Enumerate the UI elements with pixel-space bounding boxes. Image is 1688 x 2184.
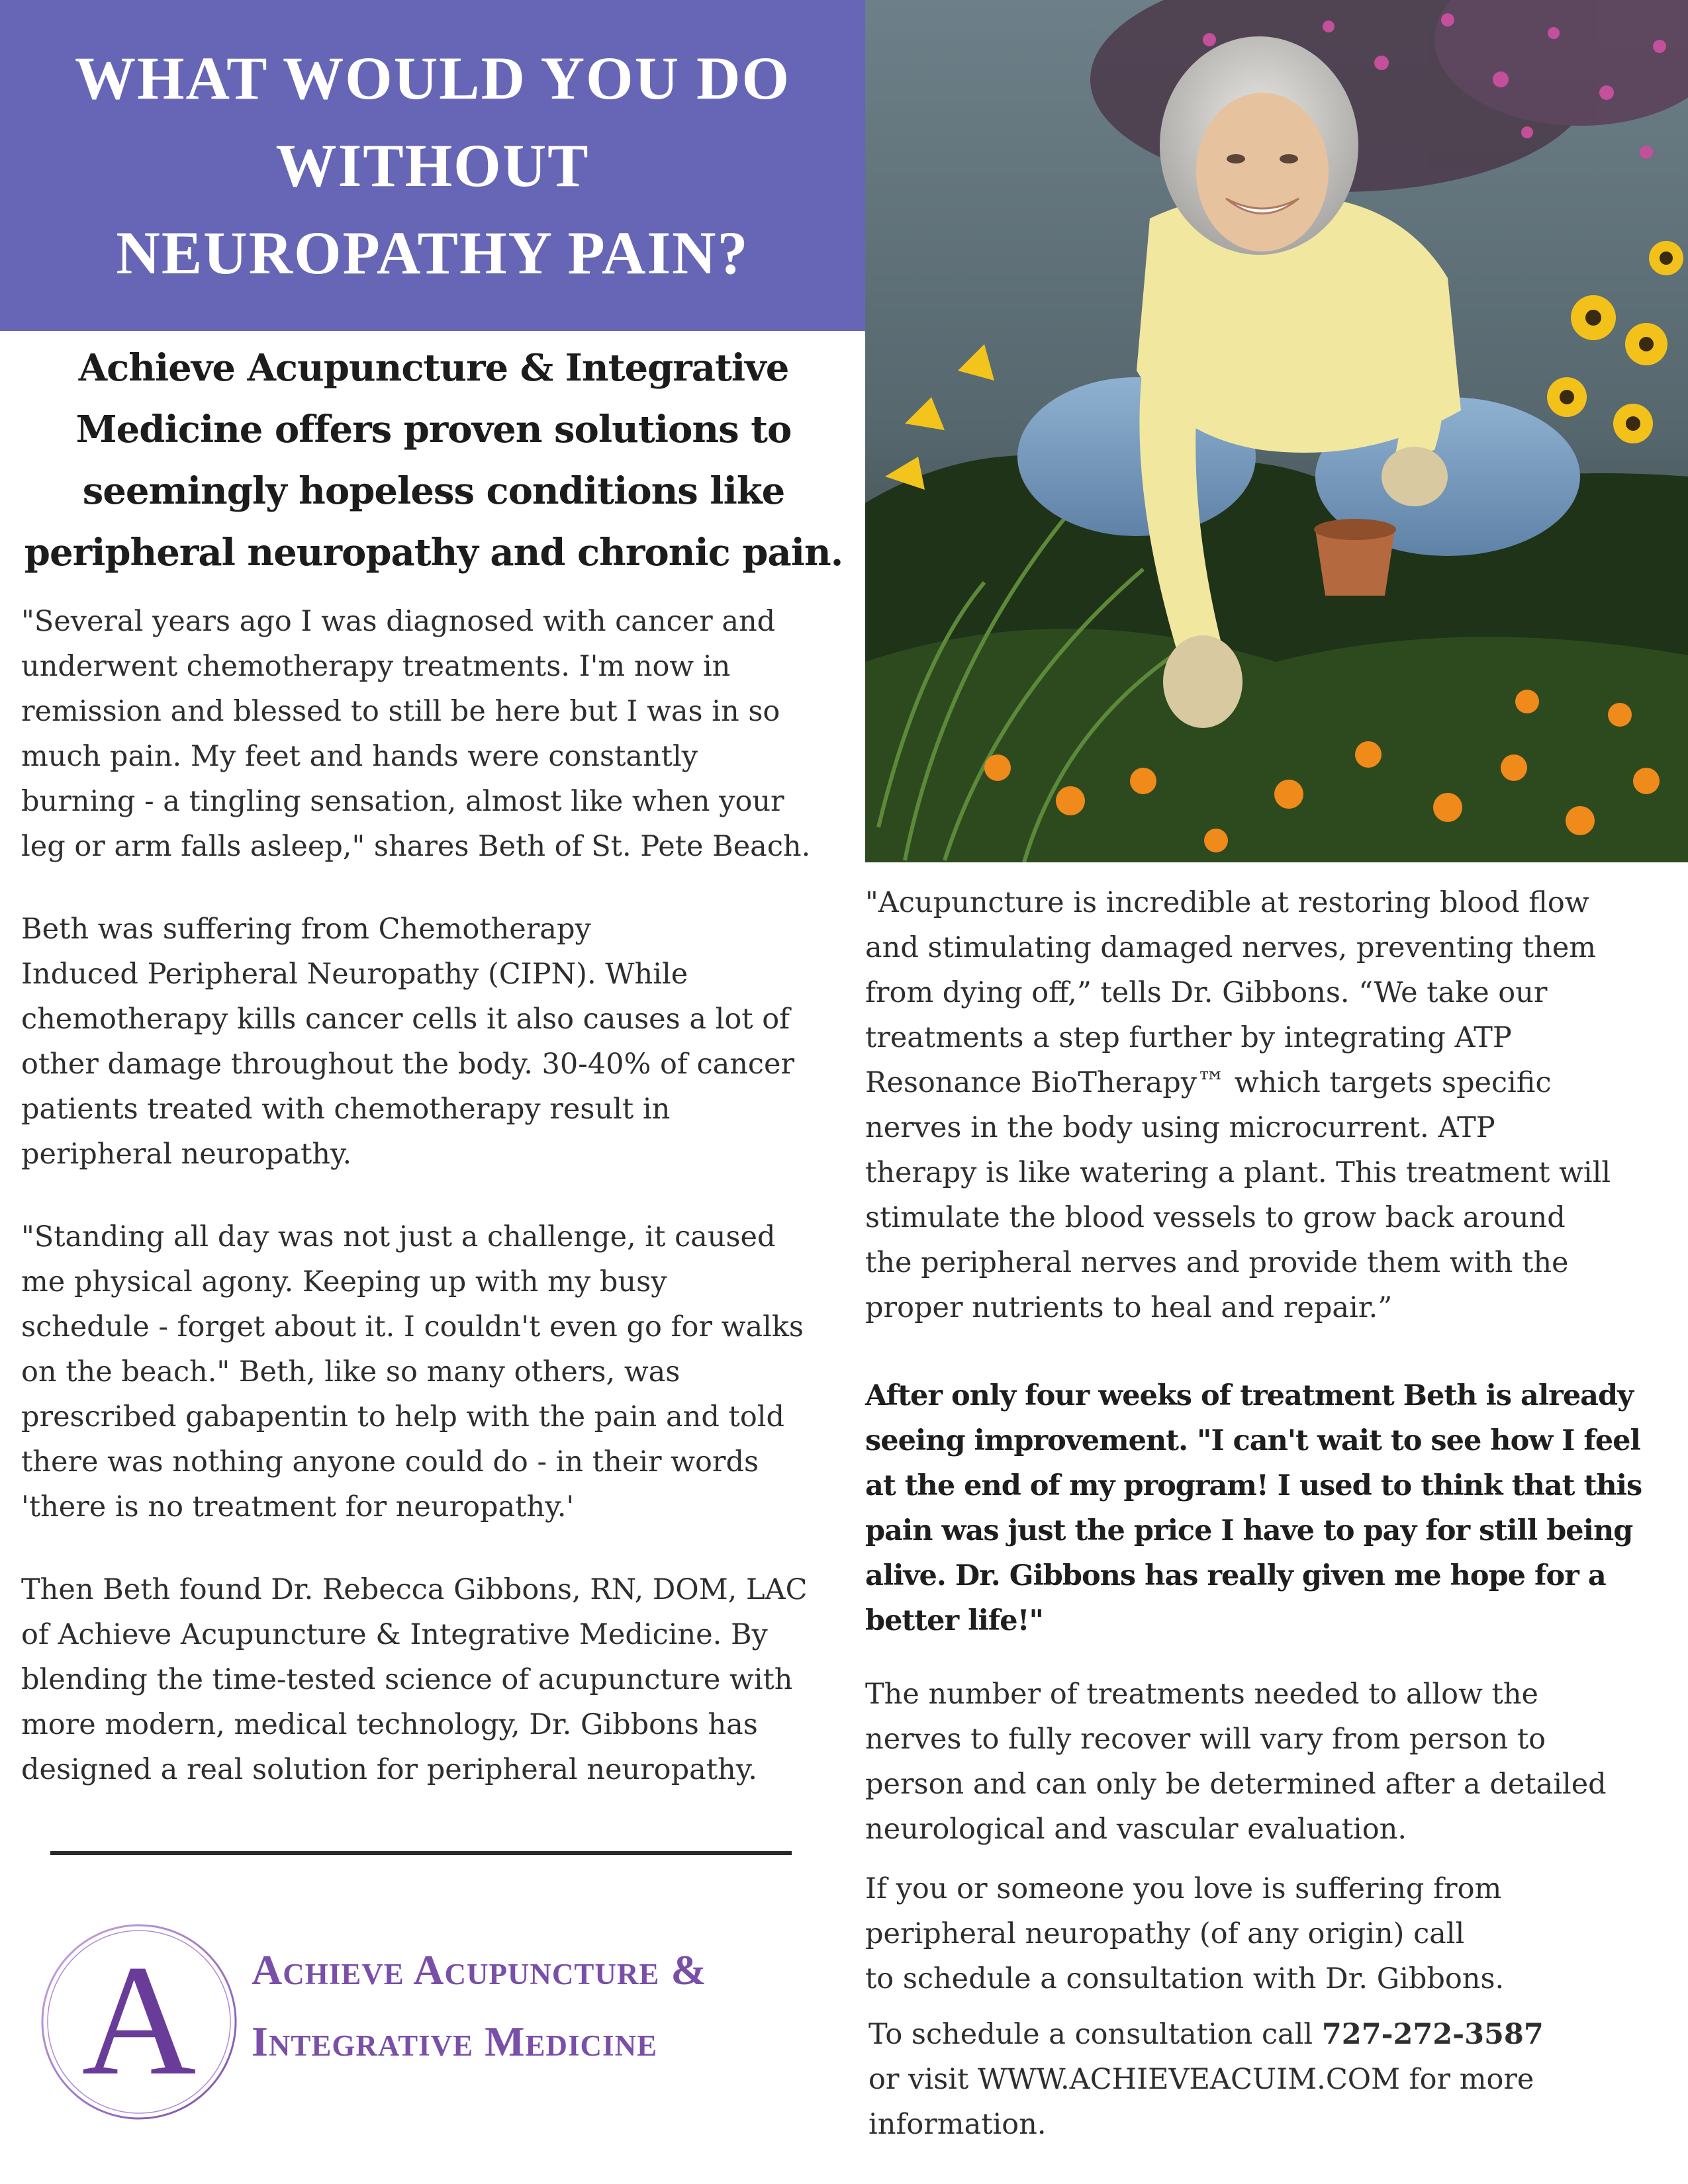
headline-line-2: WITHOUT <box>275 132 590 199</box>
text-line: neurological and vascular evaluation. <box>865 1813 1407 1846</box>
text-line: prescribed gabapentin to help with the pain and told <box>21 1400 785 1433</box>
contact-line-3: information. <box>868 2108 1047 2141</box>
text-line: If you or someone you love is suffering from <box>865 1872 1502 1905</box>
acupuncture-quote-paragraph <box>865 880 1611 1330</box>
text-line: person and can only be determined after a detailed <box>865 1768 1607 1801</box>
text-line: Then Beth found Dr. Rebecca Gibbons, RN, DOM, LAC <box>21 1573 808 1606</box>
text-line: After only four weeks of treatment Beth is already <box>865 1379 1634 1412</box>
agony-paragraph <box>21 1214 804 1529</box>
text-line: nerves in the body using microcurrent. ATP <box>865 1111 1495 1144</box>
headline-banner <box>0 0 865 331</box>
text-line: at the end of my program! I used to think that this <box>865 1469 1642 1502</box>
testimonial-paragraph <box>21 599 810 869</box>
text-line: me physical agony. Keeping up with my busy <box>21 1265 667 1298</box>
text-line: seeing improvement. "I can't wait to see how I feel <box>865 1424 1640 1457</box>
text-line: Beth was suffering from Chemotherapy <box>21 913 591 946</box>
divider <box>50 1851 792 1855</box>
subheadline-line: seemingly hopeless conditions like <box>82 469 785 513</box>
text-line: nerves to fully recover will vary from person to <box>865 1723 1546 1756</box>
text-line: The number of treatments needed to allow the <box>865 1678 1538 1711</box>
contact-paragraph <box>868 2012 1544 2147</box>
gardening-woman-photo <box>865 0 1688 862</box>
text-line: patients treated with chemotherapy result in <box>21 1093 671 1126</box>
text-line: more modern, medical technology, Dr. Gibbons has <box>21 1708 758 1741</box>
improvement-paragraph <box>865 1373 1642 1643</box>
text-line: peripheral neuropathy. <box>21 1138 352 1171</box>
text-line: "Standing all day was not just a challenge, it caused <box>21 1220 776 1253</box>
text-line: peripheral neuropathy (of any origin) call <box>865 1917 1465 1950</box>
cipn-paragraph <box>21 907 794 1177</box>
text-line: pain was just the price I have to pay for still being <box>865 1514 1633 1547</box>
text-line: alive. Dr. Gibbons has really given me hope for a <box>865 1559 1606 1592</box>
logo-name-line-1: Achieve Acupuncture & <box>252 1946 707 1993</box>
subheadline-line: peripheral neuropathy and chronic pain. <box>24 531 843 574</box>
logo-letter: A <box>81 1932 197 2108</box>
contact-line-1 <box>868 2012 1544 2057</box>
subheadline-line: Medicine offers proven solutions to <box>75 408 792 451</box>
text-line: the peripheral nerves and provide them with the <box>865 1246 1569 1279</box>
text-line: Induced Peripheral Neuropathy (CIPN). While <box>21 958 688 991</box>
text-line: designed a real solution for peripheral neuropathy. <box>21 1753 757 1786</box>
text-line: blending the time-tested science of acupuncture with <box>21 1663 793 1696</box>
text-line: much pain. My feet and hands were constantly <box>21 740 698 773</box>
text-line: of Achieve Acupuncture & Integrative Medicine. By <box>21 1618 768 1651</box>
logo-name-line-2: Integrative Medicine <box>252 2018 658 2065</box>
text-line: other damage throughout the body. 30-40% of cancer <box>21 1048 795 1081</box>
logo-a-icon <box>33 1916 245 2128</box>
text-line: to schedule a consultation with Dr. Gibbons. <box>865 1962 1505 1995</box>
text-line: "Acupuncture is incredible at restoring blood flow <box>865 886 1589 919</box>
phone-number[interactable]: 727-272-3587 <box>1321 2018 1544 2051</box>
contact-prefix: To schedule a consultation call <box>868 2018 1322 2051</box>
headline-line-1: WHAT WOULD YOU DO <box>74 44 791 112</box>
text-line: "Several years ago I was diagnosed with cancer and <box>21 605 776 638</box>
text-line: burning - a tingling sensation, almost like when your <box>21 785 784 818</box>
contact-website-line[interactable]: or visit WWW.ACHIEVEACUIM.COM for more <box>868 2063 1534 2096</box>
text-line: and stimulating damaged nerves, preventing them <box>865 931 1597 964</box>
subheadline-line: Achieve Acupuncture & Integrative <box>78 346 789 390</box>
headline-line-3: NEUROPATHY PAIN? <box>116 219 749 287</box>
text-line: therapy is like watering a plant. This treatment will <box>865 1156 1611 1189</box>
text-line: treatments a step further by integrating ATP <box>865 1021 1512 1054</box>
text-line: Resonance BioTherapy™ which targets specific <box>865 1066 1552 1099</box>
text-line: from dying off,” tells Dr. Gibbons. “We take our <box>865 976 1548 1009</box>
text-line: 'there is no treatment for neuropathy.' <box>21 1490 575 1524</box>
doctor-paragraph <box>21 1567 808 1792</box>
text-line: proper nutrients to heal and repair.” <box>865 1291 1393 1324</box>
subheadline <box>13 338 854 584</box>
text-line: better life!" <box>865 1604 1043 1637</box>
text-line: there was nothing anyone could do - in their words <box>21 1445 759 1479</box>
text-line: stimulate the blood vessels to grow back around <box>865 1201 1566 1234</box>
text-line: leg or arm falls asleep," shares Beth of St. Pete Beach. <box>21 830 811 863</box>
text-line: underwent chemotherapy treatments. I'm now in <box>21 650 731 683</box>
text-line: chemotherapy kills cancer cells it also causes a lot of <box>21 1003 790 1036</box>
text-line: remission and blessed to still be here but I was in so <box>21 695 780 728</box>
text-line: schedule - forget about it. I couldn't even go for walks <box>21 1310 804 1343</box>
text-line: on the beach." Beth, like so many others, was <box>21 1355 680 1388</box>
treatment-count-paragraph <box>865 1672 1607 1852</box>
call-to-action-paragraph <box>865 1866 1504 2001</box>
